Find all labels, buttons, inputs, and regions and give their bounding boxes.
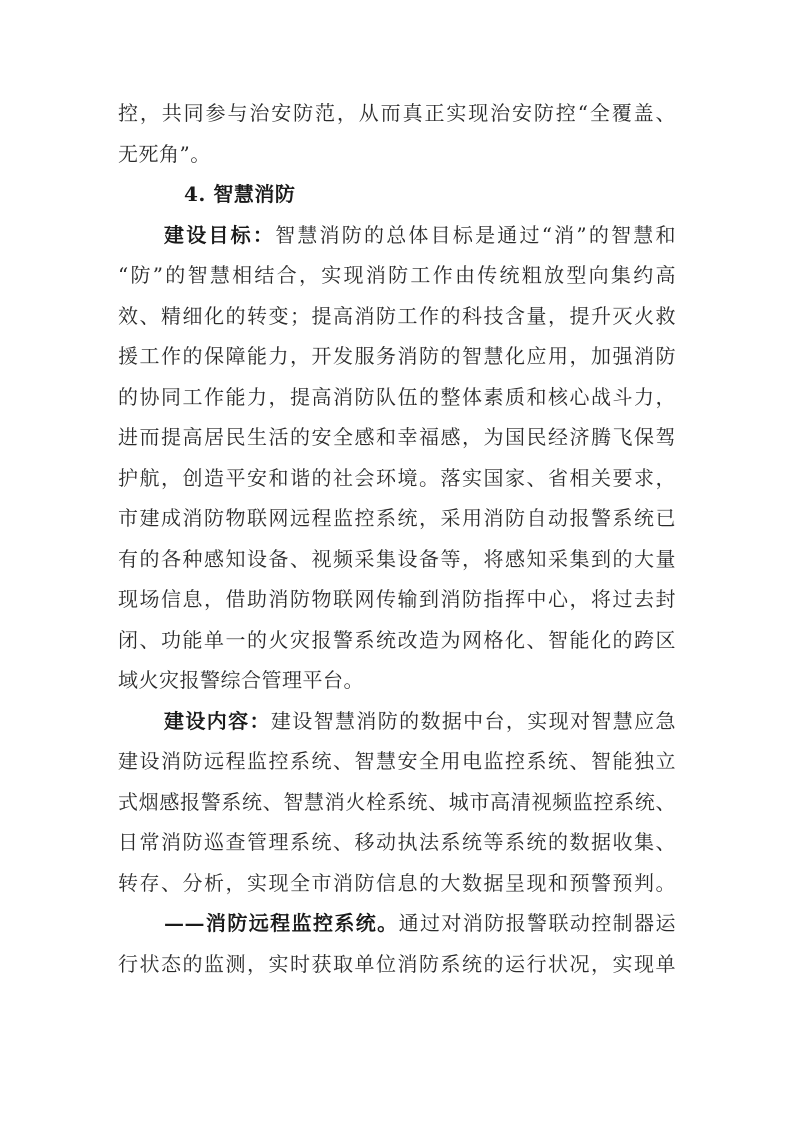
paragraph-text: 智慧消防的总体目标是通过“消”的智慧和 (275, 222, 677, 247)
paragraph-line: 进而提高居民生活的安全感和幸福感，为国民经济腾飞保驾 (118, 425, 676, 449)
paragraph-text: 通过对消防报警联动控制器运 (398, 911, 677, 935)
paragraph-line: 建设消防远程监控系统、智慧安全用电监控系统、智能独立 (118, 749, 676, 773)
paragraph-line: 域火灾报警综合管理平台。 (118, 668, 364, 692)
paragraph-line: “防”的智慧相结合，实现消防工作由传统粗放型向集约高 (118, 263, 676, 287)
paragraph-line: 护航，创造平安和谐的社会环境。落实国家、省相关要求， (118, 465, 676, 490)
section-heading: 4. 智慧消防 (184, 182, 296, 206)
paragraph-line: 市建成消防物联网远程监控系统，采用消防自动报警系统已 (118, 506, 676, 530)
paragraph-line: 式烟感报警系统、智慧消火栓系统、城市高清视频监控系统、 (118, 789, 676, 814)
paragraph-label-remote-monitoring: ——消防远程监控系统。 (164, 911, 399, 935)
paragraph-text: 建设智慧消防的数据中台，实现对智慧应急 (270, 708, 677, 733)
paragraph-line: 转存、分析，实现全市消防信息的大数据呈现和预警预判。 (118, 870, 676, 895)
paragraph-line: 有的各种感知设备、视频采集设备等，将感知采集到的大量 (118, 546, 676, 571)
paragraph-line: 日常消防巡查管理系统、移动执法系统等系统的数据收集、 (118, 830, 676, 854)
paragraph-line: 闭、功能单一的火灾报警系统改造为网格化、智能化的跨区 (118, 627, 676, 652)
paragraph-line: 的协同工作能力，提高消防队伍的整体素质和核心战斗力， (118, 384, 676, 409)
paragraph-line: 无死角”。 (118, 141, 211, 166)
paragraph-line: 控，共同参与治安防范，从而真正实现治安防控“全覆盖、 (118, 101, 676, 125)
paragraph-first-line (118, 215, 676, 256)
paragraph-line: 援工作的保障能力，开发服务消防的智慧化应用，加强消防 (118, 344, 676, 368)
paragraph-label-content: 建设内容： (164, 708, 271, 733)
document-page (118, 93, 676, 984)
paragraph-first-line (118, 903, 676, 944)
paragraph-line: 效、精细化的转变；提高消防工作的科技含量，提升灭火救 (118, 303, 676, 328)
paragraph-label-goal: 建设目标： (164, 222, 276, 247)
paragraph-line: 现场信息，借助消防物联网传输到消防指挥中心，将过去封 (118, 587, 676, 611)
paragraph-first-line (118, 701, 676, 742)
paragraph-line: 行状态的监测，实时获取单位消防系统的运行状况，实现单 (118, 951, 676, 976)
